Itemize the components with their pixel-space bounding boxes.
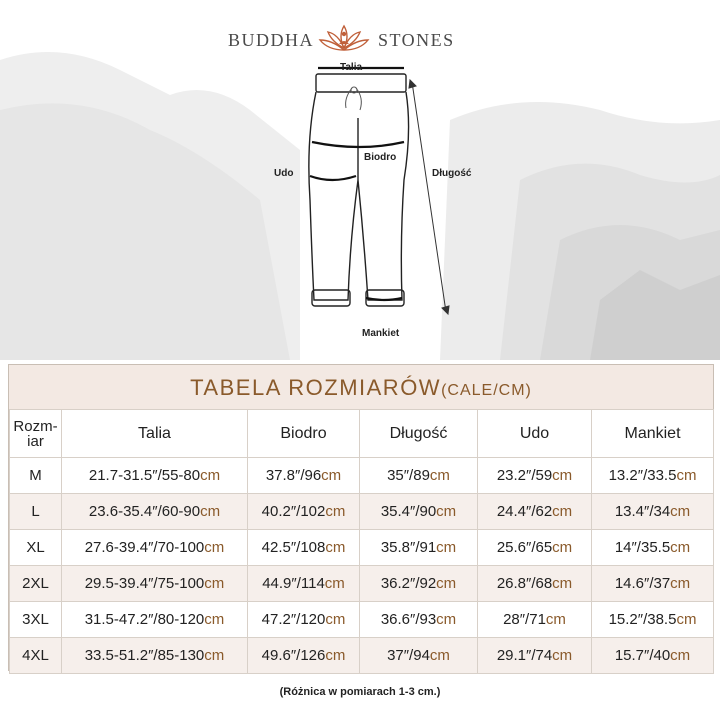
- measurement-value: 42.5″/108: [261, 539, 326, 556]
- header-waist: Talia: [62, 410, 248, 458]
- size-table: [9, 409, 714, 674]
- size-table-container: [8, 364, 714, 671]
- table-row: [10, 638, 714, 674]
- table-row: [10, 458, 714, 494]
- measurement-cell: [360, 458, 478, 494]
- measurement-cell: [248, 566, 360, 602]
- measurement-unit: cm: [676, 467, 697, 484]
- measurement-unit: cm: [670, 575, 691, 592]
- measurement-value: 14″/35.5: [614, 539, 671, 556]
- measurement-cell: [592, 602, 714, 638]
- measurement-note: (Różnica w pomiarach 1-3 cm.): [279, 686, 441, 698]
- diagram-label-hip: Biodro: [364, 152, 397, 163]
- measurement-unit: cm: [204, 575, 225, 592]
- size-cell: XL: [10, 530, 62, 566]
- measurement-unit: cm: [325, 611, 346, 628]
- measurement-unit: cm: [552, 467, 573, 484]
- measurement-cell: [592, 566, 714, 602]
- size-cell: 4XL: [10, 638, 62, 674]
- measurement-unit: cm: [204, 647, 225, 664]
- measurement-cell: [592, 638, 714, 674]
- measurement-cell: [478, 638, 592, 674]
- diagram-label-thigh: Udo: [274, 168, 294, 179]
- measurement-value: 35″/89: [387, 467, 430, 484]
- measurement-unit: cm: [670, 647, 691, 664]
- measurement-cell: [248, 530, 360, 566]
- size-cell: M: [10, 458, 62, 494]
- measurement-cell: [360, 566, 478, 602]
- measurement-unit: cm: [204, 539, 225, 556]
- measurement-cell: [62, 530, 248, 566]
- size-cell: L: [10, 494, 62, 530]
- header-length: Długość: [360, 410, 478, 458]
- measurement-cell: [62, 494, 248, 530]
- measurement-value: 33.5-51.2″/85-130: [84, 647, 205, 664]
- diagram-label-length: Długość: [432, 168, 472, 179]
- measurement-cell: [592, 494, 714, 530]
- table-row: [10, 602, 714, 638]
- measurement-value: 37.8″/96: [265, 467, 322, 484]
- header-cuff: Mankiet: [592, 410, 714, 458]
- measurement-value: 35.4″/90: [380, 503, 437, 520]
- measurement-value: 15.2″/38.5: [608, 611, 677, 628]
- measurement-unit: cm: [552, 503, 573, 520]
- measurement-unit: cm: [200, 467, 221, 484]
- measurement-cell: [248, 602, 360, 638]
- measurement-value: 47.2″/120: [261, 611, 326, 628]
- measurement-cell: [62, 602, 248, 638]
- measurement-value: 23.2″/59: [496, 467, 553, 484]
- measurement-unit: cm: [429, 467, 450, 484]
- measurement-unit: cm: [552, 539, 573, 556]
- measurement-value: 49.6″/126: [261, 647, 326, 664]
- measurement-cell: [360, 602, 478, 638]
- measurement-unit: cm: [200, 503, 221, 520]
- measurement-cell: [62, 566, 248, 602]
- brand-name-right: STONES: [378, 30, 455, 50]
- measurement-cell: [360, 494, 478, 530]
- size-table-title: [9, 375, 713, 401]
- measurement-value: 31.5-47.2″/80-120: [84, 611, 205, 628]
- measurement-unit: cm: [545, 611, 566, 628]
- measurement-value: 44.9″/114: [262, 575, 325, 592]
- measurement-value: 35.8″/91: [380, 539, 437, 556]
- measurement-value: 36.6″/93: [380, 611, 437, 628]
- table-row: [10, 494, 714, 530]
- measurement-value: 36.2″/92: [380, 575, 437, 592]
- measurement-value: 23.6-35.4″/60-90: [88, 503, 201, 520]
- diagram-label-waist: Talia: [340, 62, 363, 73]
- diagram-label-cuff: Mankiet: [362, 328, 400, 339]
- measurement-unit: cm: [429, 647, 450, 664]
- measurement-value: 13.4″/34: [614, 503, 671, 520]
- measurement-unit: cm: [676, 611, 697, 628]
- measurement-value: 21.7-31.5″/55-80: [88, 467, 201, 484]
- measurement-value: 29.1″/74: [496, 647, 553, 664]
- measurement-cell: [248, 458, 360, 494]
- measurement-value: 27.6-39.4″/70-100: [84, 539, 205, 556]
- measurement-unit: cm: [321, 467, 342, 484]
- measurement-value: 26.8″/68: [496, 575, 553, 592]
- measurement-unit: cm: [324, 575, 345, 592]
- measurement-cell: [360, 638, 478, 674]
- measurement-cell: [62, 458, 248, 494]
- measurement-cell: [248, 494, 360, 530]
- brand-name-left: BUDDHA: [228, 30, 315, 50]
- size-cell: 3XL: [10, 602, 62, 638]
- measurement-value: 37″/94: [387, 647, 430, 664]
- size-table-title-units: (CALE/CM): [441, 382, 532, 399]
- measurement-cell: [360, 530, 478, 566]
- measurement-cell: [248, 638, 360, 674]
- measurement-unit: cm: [436, 539, 457, 556]
- header-hip: Biodro: [248, 410, 360, 458]
- measurement-unit: cm: [552, 647, 573, 664]
- measurement-value: 25.6″/65: [496, 539, 553, 556]
- size-cell: 2XL: [10, 566, 62, 602]
- measurement-cell: [478, 494, 592, 530]
- measurement-cell: [478, 458, 592, 494]
- measurement-unit: cm: [552, 575, 573, 592]
- measurement-cell: [478, 530, 592, 566]
- measurement-value: 40.2″/102: [261, 503, 326, 520]
- size-table-title-main: TABELA ROZMIARÓW: [190, 375, 442, 400]
- measurement-value: 15.7″/40: [614, 647, 671, 664]
- measurement-unit: cm: [325, 539, 346, 556]
- table-row: [10, 530, 714, 566]
- measurement-value: 24.4″/62: [496, 503, 553, 520]
- measurement-cell: [592, 458, 714, 494]
- measurement-unit: cm: [204, 611, 225, 628]
- measurement-cell: [478, 602, 592, 638]
- measurement-cell: [478, 566, 592, 602]
- measurement-unit: cm: [436, 611, 457, 628]
- measurement-unit: cm: [436, 503, 457, 520]
- measurement-unit: cm: [325, 647, 346, 664]
- size-table-title-bar: [9, 365, 713, 409]
- size-table-header-row: [10, 410, 714, 458]
- measurement-unit: cm: [325, 503, 346, 520]
- measurement-unit: cm: [670, 503, 691, 520]
- header-size: Rozm-iar: [10, 410, 62, 458]
- table-row: [10, 566, 714, 602]
- header-thigh: Udo: [478, 410, 592, 458]
- measurement-value: 28″/71: [503, 611, 546, 628]
- measurement-value: 29.5-39.4″/75-100: [84, 575, 205, 592]
- measurement-cell: [62, 638, 248, 674]
- measurement-unit: cm: [436, 575, 457, 592]
- measurement-value: 14.6″/37: [614, 575, 671, 592]
- measurement-value: 13.2″/33.5: [608, 467, 677, 484]
- measurement-unit: cm: [670, 539, 691, 556]
- measurement-cell: [592, 530, 714, 566]
